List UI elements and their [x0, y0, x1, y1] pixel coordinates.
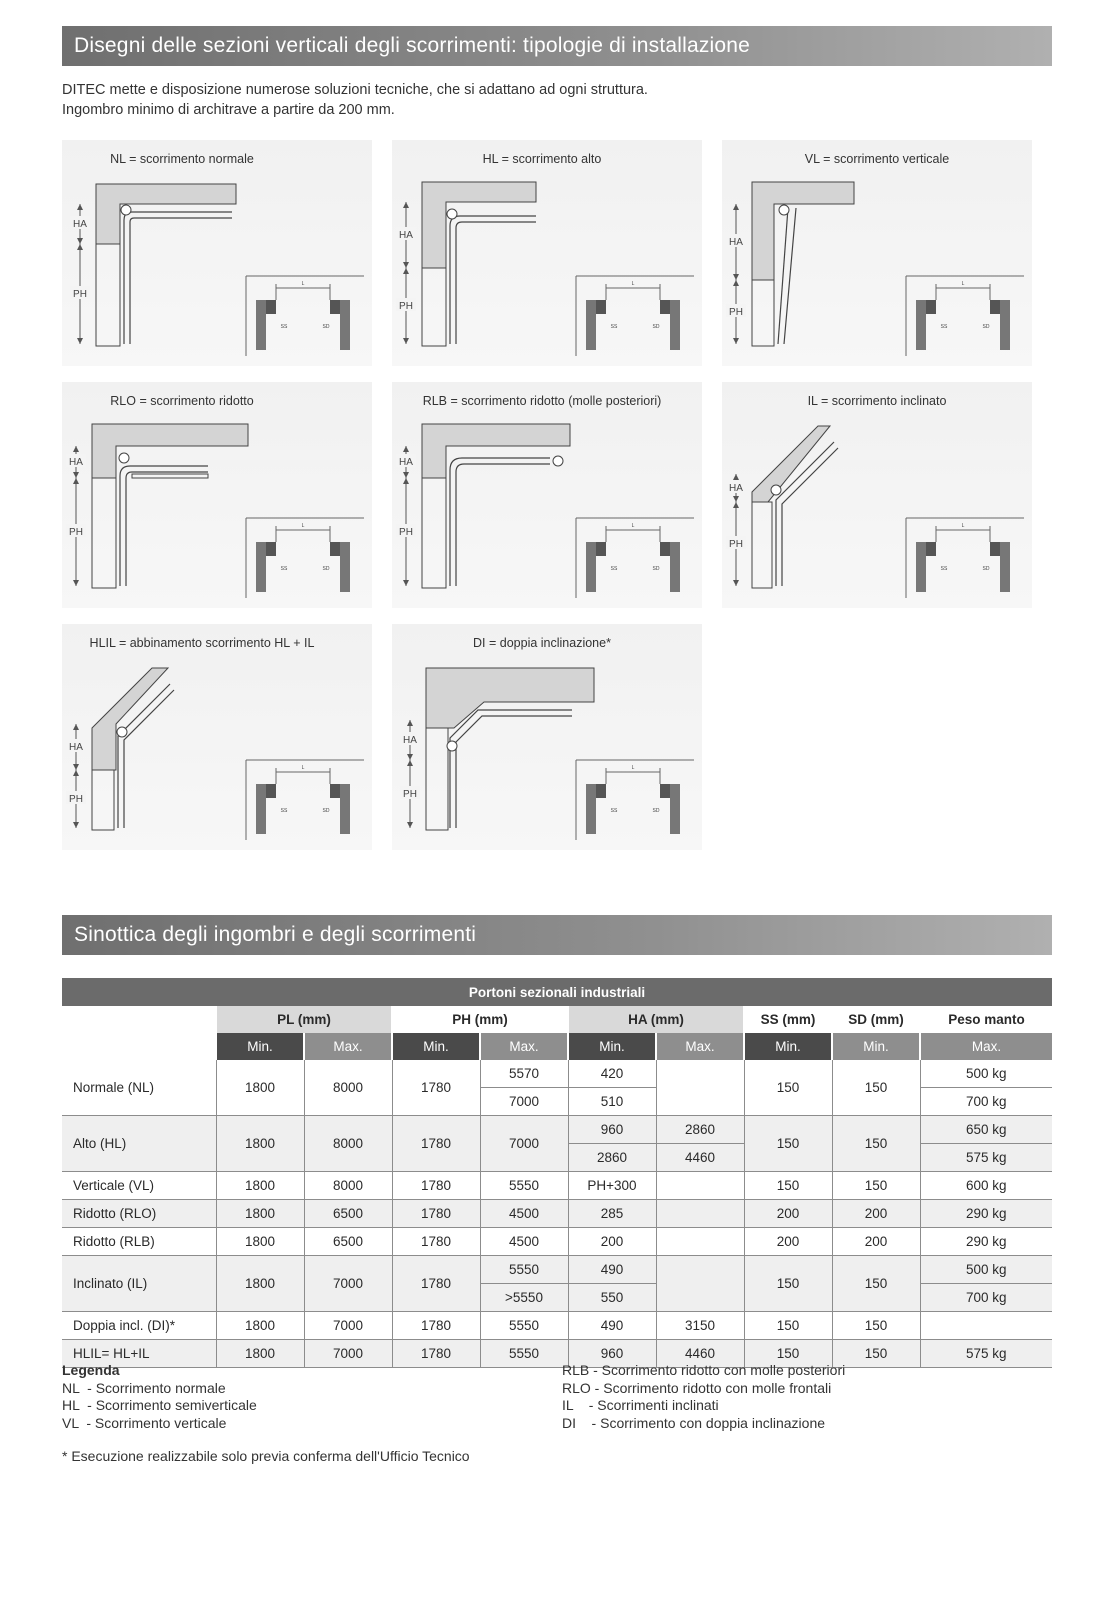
cell: 7000 — [304, 1340, 392, 1368]
dim-ph-label: PH — [729, 307, 743, 318]
table-row — [62, 1200, 1052, 1228]
spring-shaft — [119, 453, 129, 463]
diagram-drawing — [392, 382, 702, 608]
cell: 5570 — [480, 1060, 568, 1088]
dim-ha-label: HA — [69, 457, 83, 468]
plan-jamb-right-cap — [330, 300, 340, 314]
cell: 150 — [744, 1340, 832, 1368]
diagram-hlil-title: HLIL = abbinamento scorrimento HL + IL — [89, 636, 315, 650]
plan-label-sd: SD — [322, 324, 330, 330]
dim-ha-arrow — [733, 474, 739, 480]
plan-jamb-right-cap — [990, 542, 1000, 556]
cell: 1780 — [392, 1340, 480, 1368]
dim-ha-arrow — [403, 262, 409, 268]
cell: 4500 — [480, 1228, 568, 1256]
cell: 7000 — [480, 1116, 568, 1172]
cell: 150 — [832, 1116, 920, 1172]
cell: 5550 — [480, 1172, 568, 1200]
cell: 1800 — [216, 1060, 304, 1116]
legend-item: RLO - Scorrimento ridotto con molle frontali — [562, 1379, 832, 1396]
plan-label-ss: SS — [610, 324, 618, 330]
cell: 1780 — [392, 1312, 480, 1340]
plan-label-sd: SD — [982, 324, 990, 330]
dim-ha-arrow — [73, 724, 79, 730]
intro-line-2: Ingombro minimo di architrave a partire da 200 mm. — [62, 102, 395, 118]
diagram-rlb — [392, 382, 702, 608]
plan-label-sd: SD — [982, 566, 990, 572]
diagram-rlo — [62, 382, 372, 608]
door-panel — [422, 478, 446, 588]
header-ph: PH (mm) — [392, 1006, 568, 1033]
sub-peso-max: Max. — [920, 1033, 1052, 1060]
cell: 1800 — [216, 1116, 304, 1172]
plan-label-l: L — [961, 523, 965, 529]
track-inner — [126, 472, 208, 586]
plan-jamb-left — [256, 542, 266, 592]
cell: 575 kg — [920, 1144, 1052, 1172]
dim-ha-label: HA — [399, 457, 413, 468]
dim-ph-label: PH — [73, 289, 87, 300]
cell: 500 kg — [920, 1256, 1052, 1284]
plan-label-l: L — [301, 765, 305, 771]
diagram-di — [392, 624, 702, 850]
dim-ph-arrow — [403, 478, 409, 484]
dim-ha-label: HA — [73, 219, 87, 230]
cell: 1780 — [392, 1228, 480, 1256]
legend-item: NL - Scorrimento normale — [62, 1379, 226, 1396]
diagram-di-title: DI = doppia inclinazione* — [473, 636, 611, 650]
cell: 7000 — [480, 1088, 568, 1116]
cell: 8000 — [304, 1116, 392, 1172]
cell: 500 kg — [920, 1060, 1052, 1088]
diagram-rlo-title: RLO = scorrimento ridotto — [110, 394, 254, 408]
plan-label-l: L — [631, 765, 635, 771]
track-inner — [456, 716, 572, 828]
cell-empty — [656, 1256, 744, 1312]
plan-jamb-left-cap — [596, 300, 606, 314]
dim-ha-arrow — [77, 238, 83, 244]
plan-label-l: L — [961, 281, 965, 287]
plan-jamb-right-cap — [990, 300, 1000, 314]
cell: 420 — [568, 1060, 656, 1088]
diagram-nl-title: NL = scorrimento normale — [110, 152, 254, 166]
intro-line-1: DITEC mette e disposizione numerose soluzioni tecniche, che si adattano ad ogni struttura. — [62, 82, 648, 98]
diagram-il-title: IL = scorrimento inclinato — [807, 394, 947, 408]
plan-jamb-left-cap — [266, 300, 276, 314]
cell: 150 — [744, 1060, 832, 1116]
door-panel — [426, 728, 448, 830]
cell-empty — [920, 1312, 1052, 1340]
cell: 4460 — [656, 1144, 744, 1172]
plan-label-ss: SS — [940, 324, 948, 330]
plan-label-ss: SS — [940, 566, 948, 572]
plan-label-ss: SS — [280, 324, 288, 330]
header-peso: Peso manto — [920, 1006, 1052, 1033]
dim-ph-arrow — [733, 280, 739, 286]
diagram-hlil — [62, 624, 372, 850]
cell: 150 — [832, 1312, 920, 1340]
lintel — [92, 424, 248, 478]
cell: 1800 — [216, 1172, 304, 1200]
plan-jamb-left — [586, 300, 596, 350]
section-title-drawings: Disegni delle sezioni verticali degli scorrimenti: tipologie di installazione — [62, 26, 1052, 66]
track-inner — [456, 464, 550, 586]
cell: 200 — [568, 1228, 656, 1256]
dim-ha-label: HA — [69, 742, 83, 753]
track-outer — [450, 216, 536, 344]
dim-ha-label: HA — [729, 483, 743, 494]
plan-label-ss: SS — [610, 808, 618, 814]
cell: 650 kg — [920, 1116, 1052, 1144]
plan-jamb-right — [340, 542, 350, 592]
cell: 1780 — [392, 1116, 480, 1172]
plan-jamb-right — [340, 784, 350, 834]
plan-jamb-right-cap — [660, 784, 670, 798]
plan-jamb-right — [340, 300, 350, 350]
legend-item: HL - Scorrimento semiverticale — [62, 1397, 257, 1413]
diagram-drawing — [392, 624, 702, 850]
cell: 5550 — [480, 1312, 568, 1340]
table-row — [62, 1116, 1052, 1144]
legend-item: VL - Scorrimento verticale — [62, 1414, 227, 1431]
cell: 8000 — [304, 1172, 392, 1200]
intro-text — [62, 80, 648, 120]
cell: 1780 — [392, 1256, 480, 1312]
cell: 1800 — [216, 1256, 304, 1312]
sub-ph-min: Min. — [392, 1033, 480, 1060]
legend-item: DI - Scorrimento con doppia inclinazione — [562, 1414, 826, 1431]
door-panel — [752, 502, 772, 588]
dim-ph-arrow — [733, 580, 739, 586]
track-inner — [784, 208, 796, 344]
plan-label-l: L — [301, 523, 305, 529]
cell: 150 — [744, 1116, 832, 1172]
cell: 700 kg — [920, 1284, 1052, 1312]
track-outer — [120, 466, 208, 586]
header-ha: HA (mm) — [568, 1006, 744, 1033]
cell: 960 — [568, 1340, 656, 1368]
spring-shaft — [779, 205, 789, 215]
diagram-drawing — [62, 624, 372, 850]
cell: >5550 — [480, 1284, 568, 1312]
plan-jamb-right — [670, 300, 680, 350]
diagram-rlb-title: RLB = scorrimento ridotto (molle posteriori) — [422, 394, 662, 408]
dim-ha-label: HA — [399, 230, 413, 241]
cell: 6500 — [304, 1228, 392, 1256]
row-label: HLIL= HL+IL — [62, 1340, 216, 1368]
dim-ph-label: PH — [399, 527, 413, 538]
dim-ph-arrow — [407, 760, 413, 766]
plan-jamb-right-cap — [330, 784, 340, 798]
plan-jamb-left — [586, 784, 596, 834]
spring-shaft — [117, 727, 127, 737]
cell-empty — [656, 1228, 744, 1256]
cell: 5550 — [480, 1256, 568, 1284]
plan-jamb-right-cap — [330, 542, 340, 556]
dim-ph-arrow — [77, 338, 83, 344]
lintel — [92, 668, 168, 770]
diagram-il — [722, 382, 1032, 608]
cell: 150 — [744, 1312, 832, 1340]
plan-jamb-left — [916, 300, 926, 350]
track-inner — [124, 690, 174, 828]
cell: 6500 — [304, 1200, 392, 1228]
dim-ha-arrow — [73, 764, 79, 770]
cell: 1800 — [216, 1200, 304, 1228]
cell: 4500 — [480, 1200, 568, 1228]
plan-jamb-left-cap — [596, 784, 606, 798]
plan-jamb-left-cap — [596, 542, 606, 556]
sub-pl-max: Max. — [304, 1033, 392, 1060]
cell: 550 — [568, 1284, 656, 1312]
cell: 1780 — [392, 1060, 480, 1116]
dim-ph-arrow — [73, 822, 79, 828]
sub-pl-min: Min. — [216, 1033, 304, 1060]
header-sd: SD (mm) — [832, 1006, 920, 1033]
plan-jamb-left — [256, 784, 266, 834]
cell: PH+300 — [568, 1172, 656, 1200]
dim-ha-arrow — [403, 202, 409, 208]
dim-ph-label: PH — [69, 527, 83, 538]
sub-sd-min: Min. — [832, 1033, 920, 1060]
row-label: Normale (NL) — [62, 1060, 216, 1116]
plan-label-sd: SD — [322, 566, 330, 572]
spring-shaft — [447, 209, 457, 219]
dim-ph-label: PH — [403, 789, 417, 800]
diagram-drawing — [722, 140, 1032, 366]
cell: 2860 — [656, 1116, 744, 1144]
cell: 1800 — [216, 1312, 304, 1340]
footnote: * Esecuzione realizzabile solo previa conferma dell'Ufficio Tecnico — [62, 1448, 470, 1464]
cell: 3150 — [656, 1312, 744, 1340]
dim-ph-label: PH — [69, 794, 83, 805]
table-band: Portoni sezionali industriali — [62, 978, 1052, 1006]
diagram-vl-title: VL = scorrimento verticale — [804, 152, 950, 166]
spring-shaft — [553, 456, 563, 466]
dim-ph-label: PH — [729, 539, 743, 550]
legend-item: IL - Scorrimenti inclinati — [562, 1397, 719, 1413]
cell: 510 — [568, 1088, 656, 1116]
lintel — [96, 184, 236, 244]
plan-label-l: L — [631, 523, 635, 529]
dim-ph-label: PH — [399, 301, 413, 312]
plan-jamb-left — [916, 542, 926, 592]
cell: 700 kg — [920, 1088, 1052, 1116]
cell: 285 — [568, 1200, 656, 1228]
dim-ha-arrow — [733, 496, 739, 502]
sub-ha-max: Max. — [656, 1033, 744, 1060]
door-panel — [422, 268, 446, 346]
diagram-drawing — [392, 140, 702, 366]
cell: 200 — [832, 1200, 920, 1228]
track-outer — [450, 710, 572, 828]
cell: 200 — [744, 1228, 832, 1256]
dim-ha-label: HA — [729, 237, 743, 248]
dim-ph-arrow — [733, 502, 739, 508]
cell: 490 — [568, 1312, 656, 1340]
lintel — [426, 668, 594, 728]
row-label: Doppia incl. (DI)* — [62, 1312, 216, 1340]
cell: 150 — [832, 1172, 920, 1200]
lintel — [752, 426, 830, 502]
plan-jamb-left-cap — [926, 542, 936, 556]
cell: 4460 — [656, 1340, 744, 1368]
dim-ph-arrow — [73, 478, 79, 484]
door-panel — [752, 280, 774, 346]
cell: 150 — [832, 1340, 920, 1368]
plan-jamb-left-cap — [266, 784, 276, 798]
cell-empty — [656, 1060, 744, 1116]
lintel — [422, 424, 570, 478]
plan-label-sd: SD — [652, 324, 660, 330]
plan-jamb-right — [670, 542, 680, 592]
dim-ph-arrow — [73, 580, 79, 586]
dim-ha-arrow — [407, 754, 413, 760]
dim-ph-arrow — [403, 580, 409, 586]
legend-item: RLB - Scorrimento ridotto con molle posteriori — [562, 1362, 846, 1378]
dim-ph-arrow — [73, 770, 79, 776]
table-row — [62, 1060, 1052, 1088]
diagram-drawing — [62, 382, 372, 608]
cell: 1780 — [392, 1200, 480, 1228]
spring-rail — [132, 474, 208, 478]
plan-jamb-right-cap — [660, 300, 670, 314]
sub-ph-max: Max. — [480, 1033, 568, 1060]
dim-ha-arrow — [73, 446, 79, 452]
cell: 200 — [832, 1228, 920, 1256]
cell: 200 — [744, 1200, 832, 1228]
cell: 1780 — [392, 1172, 480, 1200]
sub-ss-min: Min. — [744, 1033, 832, 1060]
plan-jamb-right-cap — [660, 542, 670, 556]
plan-label-sd: SD — [652, 566, 660, 572]
diagram-hl — [392, 140, 702, 366]
cell: 150 — [832, 1256, 920, 1312]
dim-ha-label: HA — [403, 735, 417, 746]
cell: 600 kg — [920, 1172, 1052, 1200]
dim-ha-arrow — [403, 472, 409, 478]
dim-ph-arrow — [407, 822, 413, 828]
header-pl: PL (mm) — [216, 1006, 392, 1033]
cell: 7000 — [304, 1256, 392, 1312]
track-outer — [778, 208, 788, 344]
cell: 490 — [568, 1256, 656, 1284]
cell-empty — [656, 1200, 744, 1228]
cell: 290 kg — [920, 1228, 1052, 1256]
dim-ha-arrow — [403, 446, 409, 452]
lintel — [422, 182, 536, 268]
plan-jamb-left-cap — [266, 542, 276, 556]
legend-right — [562, 1362, 845, 1432]
plan-jamb-right — [670, 784, 680, 834]
cell: 150 — [744, 1172, 832, 1200]
table-row — [62, 1312, 1052, 1340]
row-label: Ridotto (RLB) — [62, 1228, 216, 1256]
table-row — [62, 1256, 1052, 1284]
diagram-drawing — [722, 382, 1032, 608]
cell: 5550 — [480, 1340, 568, 1368]
spring-shaft — [121, 205, 131, 215]
table-row — [62, 1228, 1052, 1256]
door-panel — [96, 244, 120, 346]
dim-ph-arrow — [77, 244, 83, 250]
cell: 575 kg — [920, 1340, 1052, 1368]
plan-label-ss: SS — [610, 566, 618, 572]
cell-empty — [656, 1172, 744, 1200]
dim-ha-arrow — [733, 274, 739, 280]
diagram-drawing — [62, 140, 372, 366]
dim-ha-arrow — [77, 204, 83, 210]
legend-title: Legenda — [62, 1362, 120, 1378]
plan-jamb-left-cap — [926, 300, 936, 314]
dim-ph-arrow — [733, 338, 739, 344]
cell: 2860 — [568, 1144, 656, 1172]
cell: 290 kg — [920, 1200, 1052, 1228]
row-label: Verticale (VL) — [62, 1172, 216, 1200]
dimensions-table — [62, 978, 1052, 1368]
cell: 1800 — [216, 1340, 304, 1368]
dim-ph-arrow — [403, 338, 409, 344]
row-label: Ridotto (RLO) — [62, 1200, 216, 1228]
plan-jamb-right — [1000, 542, 1010, 592]
door-panel — [92, 478, 116, 588]
plan-label-sd: SD — [322, 808, 330, 814]
track-outer — [124, 212, 232, 344]
plan-label-ss: SS — [280, 808, 288, 814]
dim-ph-arrow — [403, 268, 409, 274]
cell: 7000 — [304, 1312, 392, 1340]
plan-label-l: L — [631, 281, 635, 287]
plan-label-sd: SD — [652, 808, 660, 814]
diagram-nl — [62, 140, 372, 366]
track-inner — [130, 218, 232, 344]
plan-label-l: L — [301, 281, 305, 287]
cell: 150 — [832, 1060, 920, 1116]
plan-jamb-right — [1000, 300, 1010, 350]
diagram-hl-title: HL = scorrimento alto — [482, 152, 602, 166]
door-panel — [92, 770, 114, 830]
spring-shaft — [771, 485, 781, 495]
section-title-table: Sinottica degli ingombri e degli scorrimenti — [62, 915, 1052, 955]
legend-left — [62, 1362, 257, 1432]
plan-jamb-left — [586, 542, 596, 592]
dim-ha-arrow — [73, 472, 79, 478]
plan-jamb-left — [256, 300, 266, 350]
diagram-vl — [722, 140, 1032, 366]
track-outer — [450, 458, 550, 586]
row-label: Alto (HL) — [62, 1116, 216, 1172]
spring-shaft — [447, 741, 457, 751]
cell: 960 — [568, 1116, 656, 1144]
track-inner — [456, 222, 536, 344]
header-ss: SS (mm) — [744, 1006, 832, 1033]
dim-ha-arrow — [733, 204, 739, 210]
dim-ha-arrow — [407, 720, 413, 726]
plan-label-ss: SS — [280, 566, 288, 572]
cell: 150 — [744, 1256, 832, 1312]
row-label: Inclinato (IL) — [62, 1256, 216, 1312]
lintel — [752, 182, 854, 280]
sub-ha-min: Min. — [568, 1033, 656, 1060]
table-row — [62, 1172, 1052, 1200]
cell: 8000 — [304, 1060, 392, 1116]
cell: 1800 — [216, 1228, 304, 1256]
